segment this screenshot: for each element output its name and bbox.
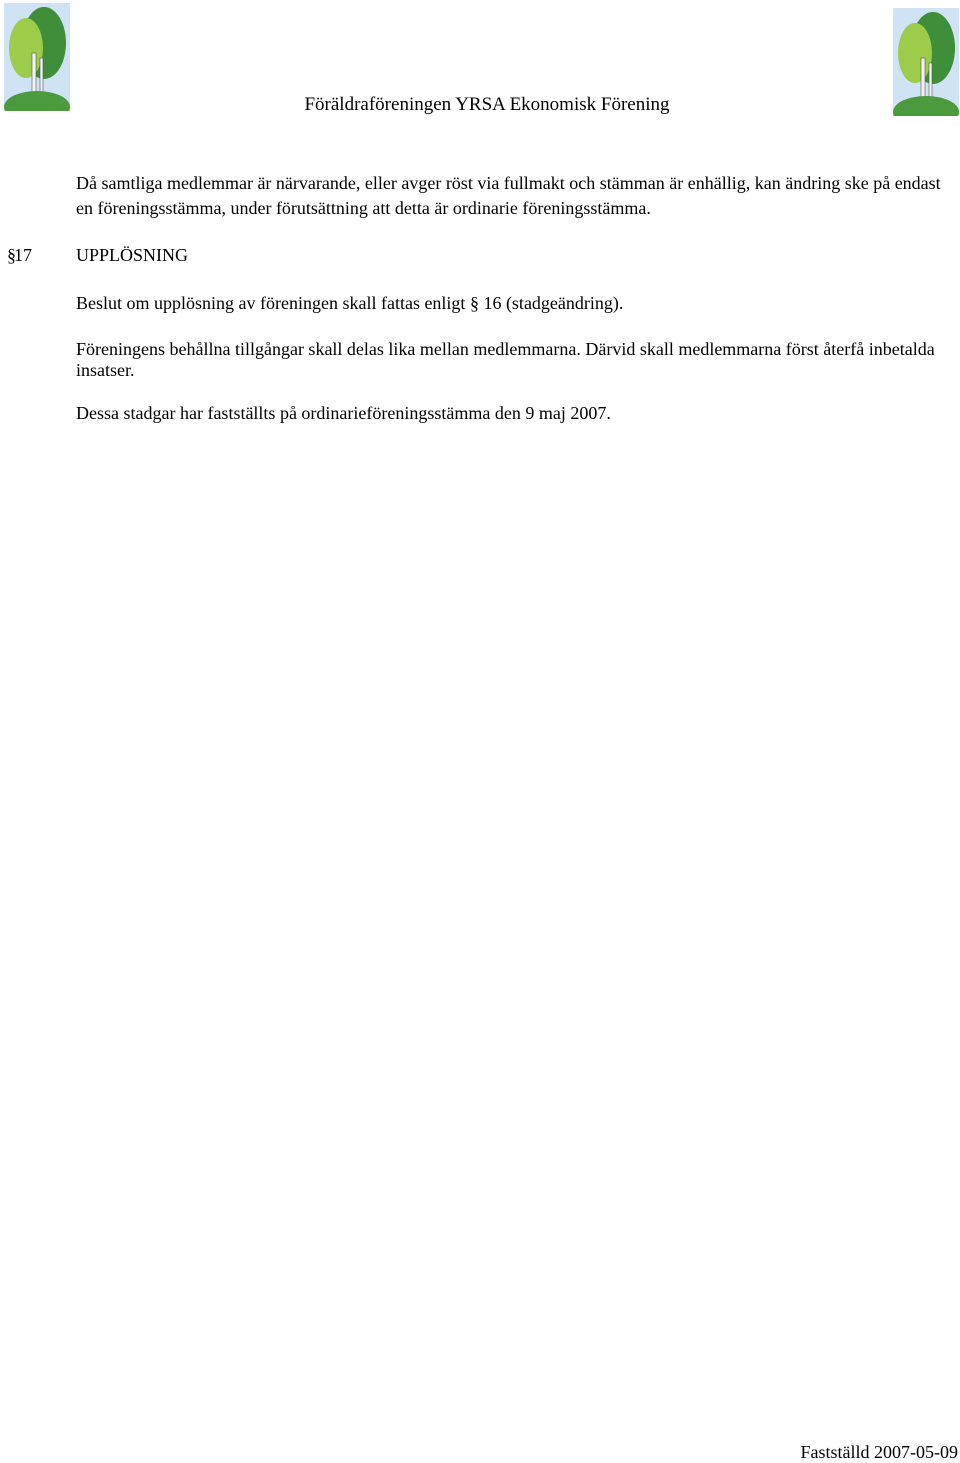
paragraph-intro: Då samtliga medlemmar är närvarande, eller avger röst via fullmakt och stämman är enhällig, kan ändring ske på endast en föreningsstämma, under förutsättning att detta är ordinarie föreningsstämma. bbox=[76, 173, 941, 218]
paragraph-decision bbox=[76, 291, 946, 316]
paragraph-decision-section-sign: § bbox=[469, 293, 479, 313]
section-number: 17 bbox=[14, 245, 32, 265]
footer-date: Fastställd 2007-05-09 bbox=[800, 1442, 958, 1462]
document-header-title: Föräldraföreningen YRSA Ekonomisk Förening bbox=[304, 94, 670, 115]
section-title: UPPLÖSNING bbox=[76, 245, 189, 265]
section-sign: § bbox=[7, 245, 16, 265]
paragraph-decision-text-after: 16 (stadgeändring). bbox=[478, 293, 624, 313]
paragraph-decision-text-before: Beslut om upplösning av föreningen skall fattas enligt bbox=[76, 293, 470, 313]
paragraph-assets: Föreningens behållna tillgångar skall delas lika mellan medlemmarna. Därvid skall medlemmarna först återfå inbetalda insatser. bbox=[76, 339, 935, 380]
paragraph-adopted: Dessa stadgar har fastställts på ordinarieföreningsstämma den 9 maj 2007. bbox=[76, 403, 611, 423]
